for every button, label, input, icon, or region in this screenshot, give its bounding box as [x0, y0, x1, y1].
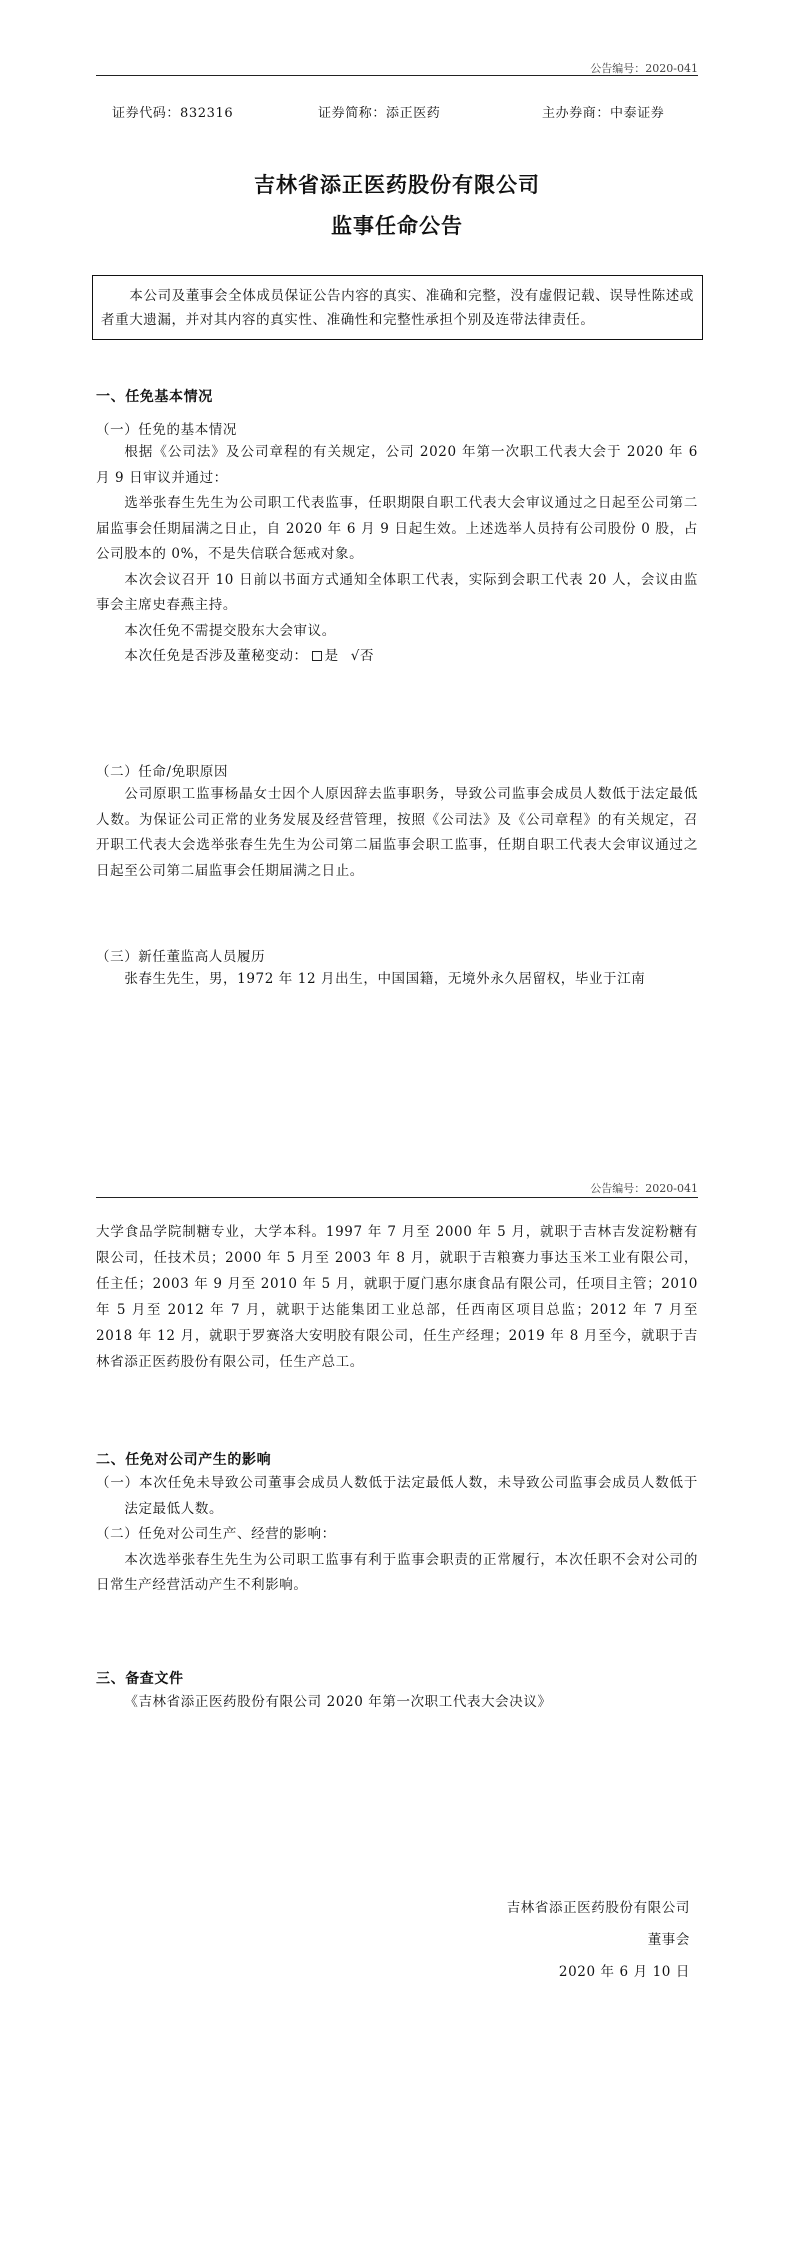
- section1-sub2-heading: （二）任命/免职原因: [96, 764, 229, 780]
- section1-sub3-body: [96, 967, 698, 993]
- sponsor: 主办券商：中泰证券: [542, 106, 665, 121]
- paragraph: 本次会议召开 10 日前以书面方式通知全体职工代表，实际到会职工代表 20 人，会议由监事会主席史春燕主持。: [96, 571, 698, 613]
- document-title: 监事任命公告: [331, 214, 463, 238]
- secretary-change-line: [96, 644, 698, 670]
- section1-sub2-body: [96, 782, 698, 884]
- section1-sub1-body: [96, 440, 698, 670]
- signature-company: 吉林省添正医药股份有限公司: [506, 1900, 690, 1916]
- checkbox-yes: [312, 651, 322, 661]
- signature-date: 2020 年 6 月 10 日: [558, 1964, 690, 1980]
- header-rule-page2: [96, 1197, 698, 1198]
- announcement-number: 公告编号：2020-041: [590, 62, 698, 75]
- section1-sub1-heading: （一）任免的基本情况: [96, 422, 237, 438]
- check-mark-icon: √: [350, 648, 360, 664]
- paragraph: 张春生先生，男，1972 年 12 月出生，中国国籍，无境外永久居留权，毕业于江南: [124, 971, 646, 987]
- disclaimer-text: 本公司及董事会全体成员保证公告内容的真实、准确和完整，没有虚假记载、误导性陈述或者重大遗漏，并对其内容的真实性、准确性和完整性承担个别及连带法律责任。: [101, 288, 694, 328]
- paragraph: 本次选举张春生先生为公司职工监事有利于监事会职责的正常履行，本次任职不会对公司的日常生产经营活动产生不利影响。: [96, 1551, 698, 1593]
- paragraph: 根据《公司法》及公司章程的有关规定，公司 2020 年第一次职工代表大会于 2020 年 6 月 9 日审议并通过：: [96, 444, 698, 486]
- header-rule: [96, 75, 698, 76]
- option-no-label: 否: [359, 648, 375, 664]
- paragraph: 公司原职工监事杨晶女士因个人原因辞去监事职务，导致公司监事会成员人数低于法定最低人数。为保证公司正常的业务发展及经营管理，按照《公司法》及《公司章程》的有关规定，召开职工代表大会选举张春生先生为公司第二届监事会职工监事，任期自职工代表大会审议通过之日起至公司第二届监事会任期届满之日止。: [96, 786, 698, 879]
- resume-continuation: [96, 1219, 698, 1375]
- section2-heading: 二、任免对公司产生的影响: [96, 1452, 272, 1468]
- security-abbr: 证券简称：添正医药: [318, 106, 441, 121]
- company-title: 吉林省添正医药股份有限公司: [254, 173, 540, 197]
- paragraph: 大学食品学院制糖专业，大学本科。1997 年 7 月至 2000 年 5 月，就职于吉林吉发淀粉糖有限公司，任技术员；2000 年 5 月至 2003 年 8 月，就职于吉粮赛力事达玉米工业有限公司，任主任；2003 年 9 月至 2010 年 5 月，就职于厦门惠尔康食品有限公司，任项目主管；2010 年 5 月至 2012 年 7 月，就职于达能集团工业总部，任西南区项目总监；2012 年 7 月至 2018 年 12 月，就职于罗赛洛大安明胶有限公司，任生产经理；2019 年 8 月至今，就职于吉林省添正医药股份有限公司，任生产总工。: [96, 1224, 698, 1370]
- section3-heading: 三、备查文件: [96, 1671, 184, 1687]
- reference-document: 《吉林省添正医药股份有限公司 2020 年第一次职工代表大会决议》: [124, 1694, 552, 1710]
- paragraph: 本次任免不需提交股东大会审议。: [124, 622, 336, 639]
- signature-board: 董事会: [647, 1932, 690, 1948]
- paragraph: 选举张春生先生为公司职工代表监事，任职期限自职工代表大会审议通过之日起至公司第二届监事会任期届满之日止，自 2020 年 6 月 9 日起生效。上述选举人员持有公司股份 0 股，占公司股本的 0%，不是失信联合惩戒对象。: [96, 495, 698, 562]
- disclaimer-box: [92, 275, 703, 340]
- announcement-number-page2: 公告编号：2020-041: [590, 1182, 698, 1195]
- section3-body: [96, 1690, 698, 1716]
- paragraph: （二）任免对公司生产、经营的影响：: [96, 1526, 336, 1542]
- section1-heading: 一、任免基本情况: [96, 389, 213, 405]
- section1-sub3-heading: （三）新任董监高人员履历: [96, 949, 266, 965]
- security-code: 证券代码：832316: [112, 106, 234, 121]
- section2-body: [96, 1471, 698, 1599]
- option-yes-label: 是: [324, 648, 339, 664]
- secretary-change-label: 本次任免是否涉及董秘变动：: [124, 648, 308, 664]
- paragraph: （一）本次任免未导致公司董事会成员人数低于法定最低人数，未导致公司监事会成员人数低于法定最低人数。: [96, 1475, 698, 1517]
